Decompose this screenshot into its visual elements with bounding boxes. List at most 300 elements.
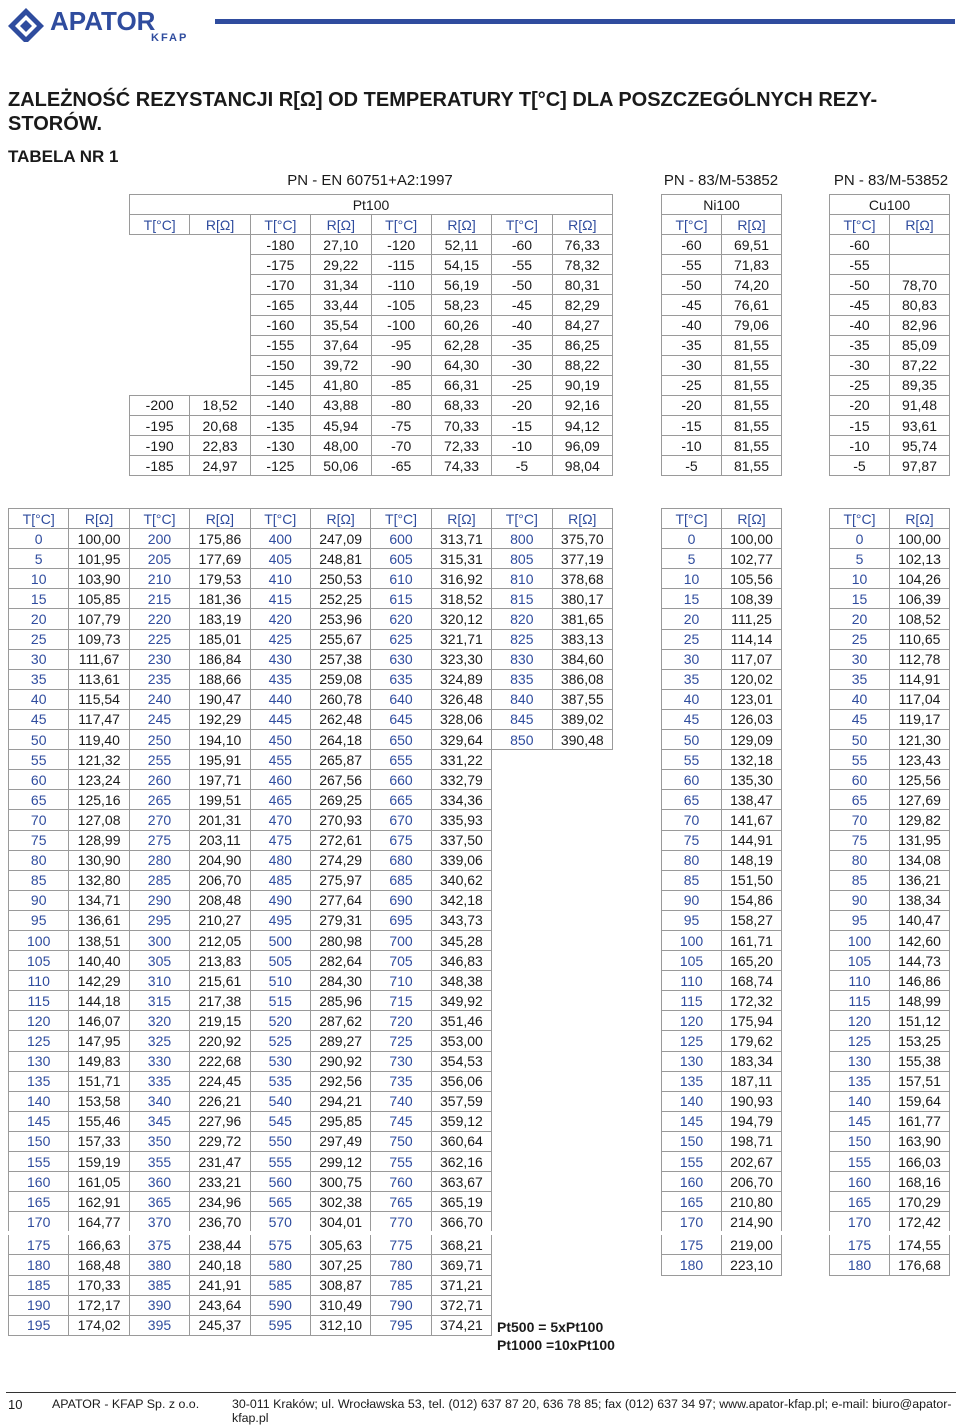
table-row <box>662 569 782 589</box>
temperature-cell: -50 <box>662 275 722 295</box>
table-row <box>830 649 950 669</box>
temperature-cell: 65 <box>830 790 890 810</box>
table-row <box>130 416 613 436</box>
temperature-cell: 170 <box>830 1212 890 1234</box>
apator-logo <box>6 6 216 42</box>
header-row <box>130 215 613 235</box>
empty-cell <box>552 750 612 770</box>
resistance-cell: 295,85 <box>310 1111 370 1131</box>
empty-cell <box>552 1071 612 1091</box>
temperature-cell: 810 <box>492 569 552 589</box>
resistance-cell: 142,29 <box>69 971 129 991</box>
table-row <box>130 275 613 295</box>
temperature-cell: 540 <box>250 1091 310 1111</box>
table-row <box>830 589 950 609</box>
temperature-cell: 680 <box>371 850 431 870</box>
resistance-cell: 262,48 <box>310 709 370 729</box>
table-row <box>662 1152 782 1172</box>
resistance-cell: 308,87 <box>310 1275 370 1295</box>
temperature-cell: 40 <box>830 689 890 709</box>
column-header-temperature: T[°C] <box>130 215 190 235</box>
resistance-cell: 224,45 <box>190 1071 250 1091</box>
temperature-cell: -120 <box>371 235 431 255</box>
temperature-cell: 95 <box>662 910 722 930</box>
table-row <box>662 1071 782 1091</box>
resistance-cell: 163,90 <box>890 1131 950 1151</box>
temperature-cell: 20 <box>830 609 890 629</box>
resistance-cell: 144,91 <box>722 830 782 850</box>
temperature-cell: 55 <box>830 750 890 770</box>
temperature-cell: 580 <box>250 1255 310 1275</box>
resistance-cell: 70,33 <box>431 416 491 436</box>
table-row <box>662 910 782 930</box>
empty-cell <box>492 1233 552 1255</box>
temperature-cell: 515 <box>250 991 310 1011</box>
temperature-cell: 10 <box>662 569 722 589</box>
resistance-cell: 279,31 <box>310 910 370 930</box>
footer-address: 30-011 Kraków; ul. Wrocławska 53, tel. (012) 637 87 20, 636 78 85; fax (012) 637 34 97; www.apator-kfap.pl; e-mail: biuro@apator-kfap.pl <box>232 1397 952 1425</box>
table-row <box>830 951 950 971</box>
temperature-cell: 235 <box>129 669 189 689</box>
resistance-cell: 144,18 <box>69 991 129 1011</box>
resistance-cell: 129,09 <box>722 730 782 750</box>
temperature-cell: 240 <box>129 689 189 709</box>
temperature-cell: 725 <box>371 1031 431 1051</box>
resistance-cell: 81,55 <box>722 416 782 436</box>
resistance-cell: 64,30 <box>431 355 491 375</box>
temperature-cell: 575 <box>250 1233 310 1255</box>
temperature-cell: 385 <box>129 1275 189 1295</box>
table-row <box>662 830 782 850</box>
resistance-cell: 214,90 <box>722 1212 782 1234</box>
temperature-cell: 10 <box>9 569 69 589</box>
temperature-cell: 420 <box>250 609 310 629</box>
temperature-cell: 830 <box>492 649 552 669</box>
temperature-cell: -15 <box>830 416 890 436</box>
table-row <box>9 1255 613 1275</box>
resistance-cell: 168,16 <box>890 1172 950 1192</box>
temperature-cell: 395 <box>129 1315 189 1335</box>
resistance-cell: 176,68 <box>890 1255 950 1275</box>
table-row <box>9 669 613 689</box>
temperature-cell: 785 <box>371 1275 431 1295</box>
resistance-cell: 220,92 <box>190 1031 250 1051</box>
temperature-cell: 0 <box>9 529 69 549</box>
resistance-cell: 190,93 <box>722 1091 782 1111</box>
resistance-cell: 78,70 <box>890 275 950 295</box>
temperature-cell: 380 <box>129 1255 189 1275</box>
resistance-cell: 161,05 <box>69 1172 129 1192</box>
resistance-cell: 79,06 <box>722 315 782 335</box>
temperature-cell: 25 <box>9 629 69 649</box>
temperature-cell: 825 <box>492 629 552 649</box>
resistance-cell: 136,61 <box>69 910 129 930</box>
resistance-cell: 233,21 <box>190 1172 250 1192</box>
temperature-cell: 390 <box>129 1295 189 1315</box>
column-header-resistance: R[Ω] <box>722 509 782 529</box>
temperature-cell: -45 <box>662 295 722 315</box>
table-row <box>830 629 950 649</box>
resistance-cell: 111,67 <box>69 649 129 669</box>
table-row <box>830 1131 950 1151</box>
resistance-cell: 29,22 <box>311 255 371 275</box>
temperature-cell: -60 <box>662 235 722 255</box>
temperature-cell: 305 <box>129 951 189 971</box>
resistance-cell: 81,55 <box>722 375 782 395</box>
resistance-cell: 88,22 <box>552 355 612 375</box>
resistance-cell: 199,51 <box>190 790 250 810</box>
temperature-cell: -30 <box>662 355 722 375</box>
empty-cell <box>492 1111 552 1131</box>
temperature-cell: 15 <box>830 589 890 609</box>
resistance-cell: 100,00 <box>722 529 782 549</box>
temperature-cell: -130 <box>250 436 310 456</box>
table-row <box>662 1255 782 1275</box>
table-row <box>830 235 950 255</box>
temperature-cell: 710 <box>371 971 431 991</box>
resistance-cell: 194,10 <box>190 730 250 750</box>
resistance-cell: 215,61 <box>190 971 250 991</box>
temperature-cell: -10 <box>492 436 552 456</box>
footer-company: APATOR - KFAP Sp. z o.o. <box>52 1397 200 1411</box>
temperature-cell: -30 <box>830 355 890 375</box>
resistance-cell: 282,64 <box>310 951 370 971</box>
resistance-cell: 316,92 <box>431 569 491 589</box>
empty-cell <box>552 971 612 991</box>
temperature-cell: 740 <box>371 1091 431 1111</box>
table-row <box>830 790 950 810</box>
temperature-cell: 160 <box>9 1172 69 1192</box>
table-row <box>9 830 613 850</box>
table-row <box>830 669 950 689</box>
table-row <box>662 629 782 649</box>
table-row <box>662 890 782 910</box>
empty-cell <box>492 1172 552 1192</box>
resistance-cell: 81,55 <box>722 456 782 476</box>
temperature-cell: 140 <box>662 1091 722 1111</box>
temperature-cell: 685 <box>371 870 431 890</box>
resistance-cell: 81,55 <box>722 436 782 456</box>
footer-rule <box>6 1392 956 1393</box>
temperature-cell: 455 <box>250 750 310 770</box>
table-row <box>9 770 613 790</box>
temperature-cell: -45 <box>830 295 890 315</box>
note-pt1000: Pt1000 =10xPt100 <box>497 1337 615 1353</box>
temperature-cell: 470 <box>250 810 310 830</box>
resistance-cell: 168,48 <box>69 1255 129 1275</box>
temperature-cell: 135 <box>830 1071 890 1091</box>
column-header-resistance: R[Ω] <box>552 215 612 235</box>
resistance-cell: 354,53 <box>431 1051 491 1071</box>
temperature-cell: 820 <box>492 609 552 629</box>
resistance-cell: 203,11 <box>190 830 250 850</box>
resistance-cell: 302,38 <box>310 1192 370 1212</box>
resistance-cell: 140,47 <box>890 910 950 930</box>
resistance-cell: 35,54 <box>311 315 371 335</box>
resistance-cell: 149,83 <box>69 1051 129 1071</box>
resistance-cell: 187,11 <box>722 1071 782 1091</box>
resistance-cell: 329,64 <box>431 730 491 750</box>
table-row <box>830 436 950 456</box>
temperature-cell: 140 <box>830 1091 890 1111</box>
logo-subtext: KFAP <box>151 32 189 42</box>
temperature-cell: 110 <box>662 971 722 991</box>
resistance-cell: 264,18 <box>310 730 370 750</box>
table-row <box>830 1172 950 1192</box>
temperature-cell: 135 <box>662 1071 722 1091</box>
resistance-cell: 304,01 <box>310 1212 370 1234</box>
resistance-cell: 72,33 <box>431 436 491 456</box>
table-row <box>130 315 613 335</box>
table-row <box>662 951 782 971</box>
table-row <box>662 375 782 395</box>
table-row <box>662 1111 782 1131</box>
resistance-cell: 250,53 <box>310 569 370 589</box>
table-row <box>9 790 613 810</box>
column-header-resistance: R[Ω] <box>190 509 250 529</box>
temperature-cell: 535 <box>250 1071 310 1091</box>
temperature-cell: 50 <box>9 730 69 750</box>
temperature-cell: 140 <box>9 1091 69 1111</box>
resistance-cell: 331,22 <box>431 750 491 770</box>
table-row <box>830 991 950 1011</box>
temperature-cell <box>130 315 190 335</box>
temperature-cell: 150 <box>9 1131 69 1151</box>
resistance-cell: 183,34 <box>722 1051 782 1071</box>
temperature-cell: -30 <box>492 355 552 375</box>
resistance-cell: 153,25 <box>890 1031 950 1051</box>
resistance-cell: 337,50 <box>431 830 491 850</box>
resistance-cell: 346,83 <box>431 951 491 971</box>
resistance-cell: 197,71 <box>190 770 250 790</box>
column-header-temperature: T[°C] <box>492 509 552 529</box>
temperature-cell: 805 <box>492 549 552 569</box>
resistance-cell: 104,26 <box>890 569 950 589</box>
resistance-cell: 326,48 <box>431 689 491 709</box>
resistance-cell: 289,27 <box>310 1031 370 1051</box>
empty-cell <box>492 850 552 870</box>
empty-cell <box>552 850 612 870</box>
resistance-cell: 110,65 <box>890 629 950 649</box>
temperature-cell: -100 <box>371 315 431 335</box>
temperature-cell: 430 <box>250 649 310 669</box>
temperature-cell: -10 <box>830 436 890 456</box>
resistance-cell: 54,15 <box>431 255 491 275</box>
temperature-cell: -80 <box>371 395 431 415</box>
resistance-cell: 192,29 <box>190 709 250 729</box>
temperature-cell: 145 <box>9 1111 69 1131</box>
resistance-cell: 85,09 <box>890 335 950 355</box>
table-row <box>9 810 613 830</box>
table-row <box>662 810 782 830</box>
resistance-cell: 323,30 <box>431 649 491 669</box>
page-title: ZALEŻNOŚĆ REZYSTANCJI R[Ω] OD TEMPERATURY T[°C] DLA POSZCZEGÓLNYCH REZY-STORÓW. <box>8 89 878 135</box>
resistance-cell: 247,09 <box>310 529 370 549</box>
table-row <box>830 1212 950 1234</box>
resistance-cell: 84,27 <box>552 315 612 335</box>
temperature-cell: 225 <box>129 629 189 649</box>
table-row <box>130 235 613 255</box>
resistance-cell: 243,64 <box>190 1295 250 1315</box>
temperature-cell: 525 <box>250 1031 310 1051</box>
temperature-cell: 415 <box>250 589 310 609</box>
resistance-cell: 125,16 <box>69 790 129 810</box>
temperature-cell: 255 <box>129 750 189 770</box>
resistance-cell: 117,04 <box>890 689 950 709</box>
temperature-cell: 280 <box>129 850 189 870</box>
table-row <box>662 315 782 335</box>
temperature-cell: 285 <box>129 870 189 890</box>
resistance-cell: 208,48 <box>190 890 250 910</box>
temperature-cell: 120 <box>9 1011 69 1031</box>
temperature-cell: 405 <box>250 549 310 569</box>
temperature-cell: 90 <box>9 890 69 910</box>
column-header-temperature: T[°C] <box>662 215 722 235</box>
resistance-cell: 345,28 <box>431 930 491 950</box>
table-row <box>662 275 782 295</box>
table-row <box>830 1233 950 1255</box>
header-row <box>830 215 950 235</box>
resistance-cell: 20,68 <box>190 416 250 436</box>
temperature-cell: 690 <box>371 890 431 910</box>
temperature-cell: -60 <box>492 235 552 255</box>
table-row <box>9 730 613 750</box>
resistance-cell: 369,71 <box>431 1255 491 1275</box>
table-row <box>662 436 782 456</box>
table-row <box>830 830 950 850</box>
resistance-cell: 365,19 <box>431 1192 491 1212</box>
column-header-temperature: T[°C] <box>662 509 722 529</box>
resistance-cell: 204,90 <box>190 850 250 870</box>
table-row <box>9 890 613 910</box>
temperature-cell: 35 <box>830 669 890 689</box>
temperature-cell: -20 <box>662 395 722 415</box>
temperature-cell: 660 <box>371 770 431 790</box>
temperature-cell: 645 <box>371 709 431 729</box>
temperature-cell: 40 <box>9 689 69 709</box>
table-row <box>9 971 613 991</box>
resistance-cell: 106,39 <box>890 589 950 609</box>
resistance-cell: 39,72 <box>311 355 371 375</box>
note-pt500: Pt500 = 5xPt100 <box>497 1319 604 1335</box>
empty-cell <box>552 1011 612 1031</box>
table-row <box>9 1071 613 1091</box>
temperature-cell: 160 <box>830 1172 890 1192</box>
temperature-cell: 590 <box>250 1295 310 1315</box>
resistance-cell: 328,06 <box>431 709 491 729</box>
resistance-cell: 198,71 <box>722 1131 782 1151</box>
resistance-cell: 117,47 <box>69 709 129 729</box>
temperature-cell: 150 <box>830 1131 890 1151</box>
resistance-cell: 174,02 <box>69 1315 129 1335</box>
empty-cell <box>552 1255 612 1275</box>
empty-cell <box>552 870 612 890</box>
temperature-cell: 440 <box>250 689 310 709</box>
empty-cell <box>552 1131 612 1151</box>
pt100-positive-table <box>8 508 613 1336</box>
resistance-cell: 201,31 <box>190 810 250 830</box>
temperature-cell: 500 <box>250 930 310 950</box>
temperature-cell: 95 <box>830 910 890 930</box>
temperature-cell: 355 <box>129 1152 189 1172</box>
resistance-cell: 172,32 <box>722 991 782 1011</box>
table-row <box>662 689 782 709</box>
resistance-cell: 175,86 <box>190 529 250 549</box>
table-row <box>830 850 950 870</box>
temperature-cell <box>130 255 190 275</box>
temperature-cell: 175 <box>830 1233 890 1255</box>
temperature-cell: 125 <box>830 1031 890 1051</box>
resistance-cell: 80,31 <box>552 275 612 295</box>
resistance-cell <box>190 355 250 375</box>
temperature-cell: -160 <box>250 315 310 335</box>
empty-cell <box>492 830 552 850</box>
column-header-temperature: T[°C] <box>9 509 69 529</box>
resistance-cell: 148,19 <box>722 850 782 870</box>
resistance-cell: 91,48 <box>890 395 950 415</box>
table-row <box>830 295 950 315</box>
table-row <box>662 416 782 436</box>
temperature-cell: 230 <box>129 649 189 669</box>
resistance-cell: 359,12 <box>431 1111 491 1131</box>
empty-cell <box>552 1172 612 1192</box>
resistance-cell: 166,03 <box>890 1152 950 1172</box>
resistance-cell: 164,77 <box>69 1212 129 1234</box>
empty-cell <box>492 1275 552 1295</box>
temperature-cell: 665 <box>371 790 431 810</box>
temperature-cell: 480 <box>250 850 310 870</box>
resistance-cell: 339,06 <box>431 850 491 870</box>
table-row <box>830 730 950 750</box>
table-row <box>9 1091 613 1111</box>
temperature-cell: 510 <box>250 971 310 991</box>
temperature-cell: -20 <box>492 395 552 415</box>
temperature-cell: 635 <box>371 669 431 689</box>
resistance-cell: 135,30 <box>722 770 782 790</box>
resistance-cell: 297,49 <box>310 1131 370 1151</box>
table-row <box>830 689 950 709</box>
table-row <box>830 416 950 436</box>
temperature-cell: 615 <box>371 589 431 609</box>
resistance-cell: 219,15 <box>190 1011 250 1031</box>
resistance-cell: 105,85 <box>69 589 129 609</box>
temperature-cell: -20 <box>830 395 890 415</box>
temperature-cell: 330 <box>129 1051 189 1071</box>
table-row <box>662 930 782 950</box>
resistance-cell: 76,61 <box>722 295 782 315</box>
temperature-cell: 315 <box>129 991 189 1011</box>
table-row <box>9 1152 613 1172</box>
standard-ni: PN - 83/M-53852 <box>663 172 779 189</box>
resistance-cell: 252,25 <box>310 589 370 609</box>
resistance-cell: 154,86 <box>722 890 782 910</box>
temperature-cell: 260 <box>129 770 189 790</box>
empty-cell <box>492 991 552 1011</box>
header-row <box>9 509 613 529</box>
resistance-cell: 162,91 <box>69 1192 129 1212</box>
temperature-cell: 475 <box>250 830 310 850</box>
table-row <box>830 609 950 629</box>
resistance-cell: 71,83 <box>722 255 782 275</box>
temperature-cell: 765 <box>371 1192 431 1212</box>
table-row <box>830 275 950 295</box>
empty-cell <box>552 951 612 971</box>
resistance-cell: 340,62 <box>431 870 491 890</box>
table-row <box>662 335 782 355</box>
resistance-cell <box>190 235 250 255</box>
temperature-cell: 80 <box>662 850 722 870</box>
pt100-negative-table <box>129 194 613 476</box>
